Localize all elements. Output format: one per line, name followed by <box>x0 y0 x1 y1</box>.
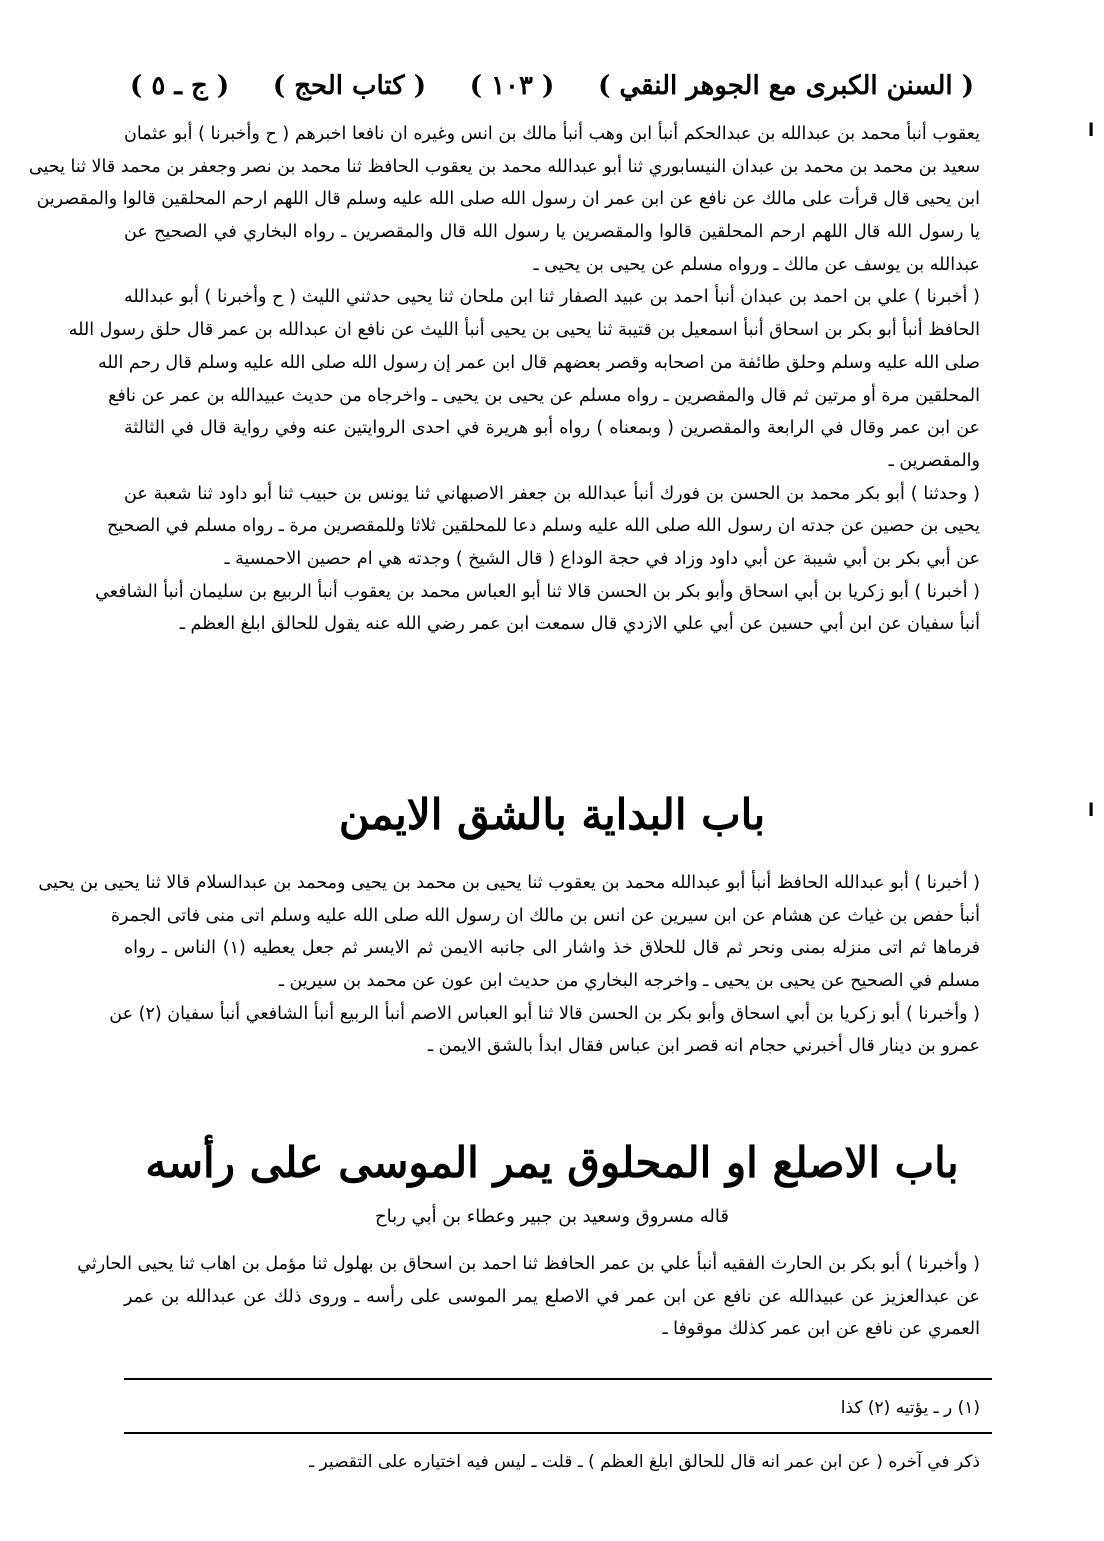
text-line: والمقصرين ـ <box>888 450 980 471</box>
text-line: ( أخبرنا ) أبو عبدالله الحافظ أنبأ أبو عبدالله محمد بن يعقوب ثنا يحيى بن محمد بن يحيى ومحمد بن عبدالسلام قالا ثنا يحيى بن يحيى <box>38 873 980 893</box>
text-line: أنبأ حفص بن غياث عن هشام عن ابن سيرين عن انس بن مالك ان رسول الله صلى الله عليه وسلم اتى منى فاتى الجمرة <box>110 905 980 926</box>
header-page-number: ( ١٠٣ ) <box>469 71 555 101</box>
text-line: ( وأخبرنا ) أبو بكر بن الحارث الفقيه أنبأ علي بن عمر الحافظ ثنا احمد بن اسحاق بن بهلول ثنا مؤمل بن اهاب ثنا يحيى الحارثي <box>77 1254 980 1274</box>
text-line: فرماها ثم اتى منزله بمنى ونحر ثم قال للحلاق خذ واشار الى جانبه الايمن ثم الايسر ثم جعل يعطيه (١) الناس ـ رواه <box>124 938 980 959</box>
section-subheading: قاله مسروق وسعيد بن جبير وعطاء بن أبي رباح <box>375 1206 729 1227</box>
text-block-2 <box>38 867 980 1063</box>
commentary-divider <box>124 1432 992 1434</box>
paragraph <box>109 998 980 1063</box>
text-line: عن عبدالعزيز عن عبيدالله عن نافع عن ابن عمر في الاصلع يمر الموسى على رأسه ـ وروى ذلك عن عبدالله بن عمر <box>124 1286 980 1307</box>
section-heading: باب الاصلع او المحلوق يمر الموسى على رأسه <box>145 1138 959 1187</box>
text-line: عبدالله بن يوسف عن مالك ـ ورواه مسلم عن يحيى بن يحيى ـ <box>533 254 980 275</box>
header-book-title: ( السنن الكبرى مع الجوهر النقي ) <box>598 71 974 101</box>
text-line: أنبأ سفيان عن ابن أبي حسين عن أبي علي الازدي قال سمعت ابن عمر رضي الله عنه يقول للحالق ابلغ العظم ـ <box>179 614 980 635</box>
text-line: ( وأخبرنا ) أبو زكريا بن أبي اسحاق وأبو بكر بن الحسن قالا ثنا أبو العباس الاصم أنبأ الربيع أنبأ الشافعي أنبأ سفيان (٢) عن <box>109 1003 980 1024</box>
margin-mark: ا <box>1088 800 1095 821</box>
paragraph <box>77 1248 980 1346</box>
text-line: مسلم في الصحيح عن يحيى بن يحيى ـ واخرجه البخاري من حديث ابن عون عن محمد بن سيرين ـ <box>278 971 980 992</box>
paragraph <box>107 478 980 576</box>
text-line: عن أبي بكر بن أبي شيبة عن أبي داود وزاد في حجة الوداع ( قال الشيخ ) وجدته هي ام حصين الاحمسية ـ <box>224 548 980 569</box>
header-volume: ( ج ـ ٥ ) <box>130 71 230 101</box>
text-line: الحافظ أنبأ أبو بكر بن اسحاق أنبأ اسمعيل بن قتيبة ثنا يحيى بن يحيى أنبأ الليث عن نافع ان عبدالله بن عمر قال حلق رسول الله <box>68 320 980 341</box>
text-block-3 <box>77 1248 980 1346</box>
commentary-note: ذكر في آخره ( عن ابن عمر انه قال للحالق ابلغ العظم ) ـ قلت ـ ليس فيه اختياره على التقصير ـ <box>309 1452 980 1472</box>
text-line: سعيد بن محمد بن محمد بن عبدان النيسابوري ثنا أبو عبدالله محمد بن يعقوب الحافظ ثنا محمد بن نصر وجعفر بن محمد قالا ثنا يحيى <box>28 156 980 177</box>
paragraph <box>95 576 980 641</box>
paragraph <box>38 867 980 998</box>
text-line: يا رسول الله قال اللهم ارحم المحلقين قالوا والمقصرين يا رسول الله قال والمقصرين ـ رواه البخاري في الصحيح عن <box>124 222 980 243</box>
footnote-divider <box>124 1378 992 1380</box>
text-line: يحيى بن حصين عن جدته ان رسول الله صلى الله عليه وسلم دعا للمحلقين ثلاثا وللمقصرين مرة ـ رواه مسلم في الصحيح <box>107 516 980 537</box>
text-line: صلى الله عليه وسلم وحلق طائفة من اصحابه وقصر بعضهم قال ابن عمر إن رسول الله صلى الله عليه وسلم قال رحم الله <box>97 352 980 373</box>
paragraph <box>68 281 980 477</box>
running-header <box>130 66 974 106</box>
text-line: المحلقين مرة أو مرتين ثم قال والمقصرين ـ رواه مسلم عن يحيى بن يحيى ـ واخرجاه من حديث عبيدالله بن عمر عن نافع <box>108 385 980 406</box>
text-line: عمرو بن دينار قال أخبرني حجام انه قصر ابن عباس فقال ابدأ بالشق الايمن ـ <box>427 1036 980 1057</box>
text-line: العمري عن نافع عن ابن عمر كذلك موقوفا ـ <box>662 1319 980 1340</box>
footnotes: (١) ر ـ يؤتيه (٢) كذا <box>840 1398 980 1418</box>
text-line: يعقوب أنبأ محمد بن عبدالله بن عبدالحكم أنبأ ابن وهب أنبأ مالك بن انس وغيره ان نافعا اخبرهم ( ح وأخبرنا ) أبو عثمان <box>124 124 980 144</box>
text-block-1 <box>28 118 980 641</box>
text-line: ( وحدثنا ) أبو بكر محمد بن الحسن بن فورك أنبأ عبدالله بن جعفر الاصبهاني ثنا يونس بن حبيب ثنا أبو داود ثنا شعبة عن <box>124 483 980 504</box>
text-line: ( أخبرنا ) أبو زكريا بن أبي اسحاق وأبو بكر بن الحسن قالا ثنا أبو العباس محمد بن يعقوب أنبأ الربيع بن سليمان أنبأ الشافعي <box>95 581 980 602</box>
text-line: ( أخبرنا ) علي بن احمد بن عبدان أنبأ احمد بن عبيد الصفار ثنا ابن ملحان ثنا يحيى حدثني الليث ( ح وأخبرنا ) أبو عبدالله <box>124 287 980 308</box>
text-line: عن ابن عمر وقال في الرابعة والمقصرين ( وبمعناه ) رواه أبو هريرة في احدى الروايتين عنه وفي رواية قال في الثالثة <box>124 418 980 439</box>
paragraph <box>28 118 980 281</box>
margin-mark: ا <box>1088 120 1095 141</box>
text-line: ابن يحيى قال قرأت على مالك عن نافع عن ابن عمر ان رسول الله صلى الله عليه وسلم قال اللهم ارحم المحلقين قالوا والمقصرين <box>36 189 980 210</box>
section-heading: باب البداية بالشق الايمن <box>338 790 766 839</box>
header-chapter: ( كتاب الحج ) <box>272 71 426 101</box>
